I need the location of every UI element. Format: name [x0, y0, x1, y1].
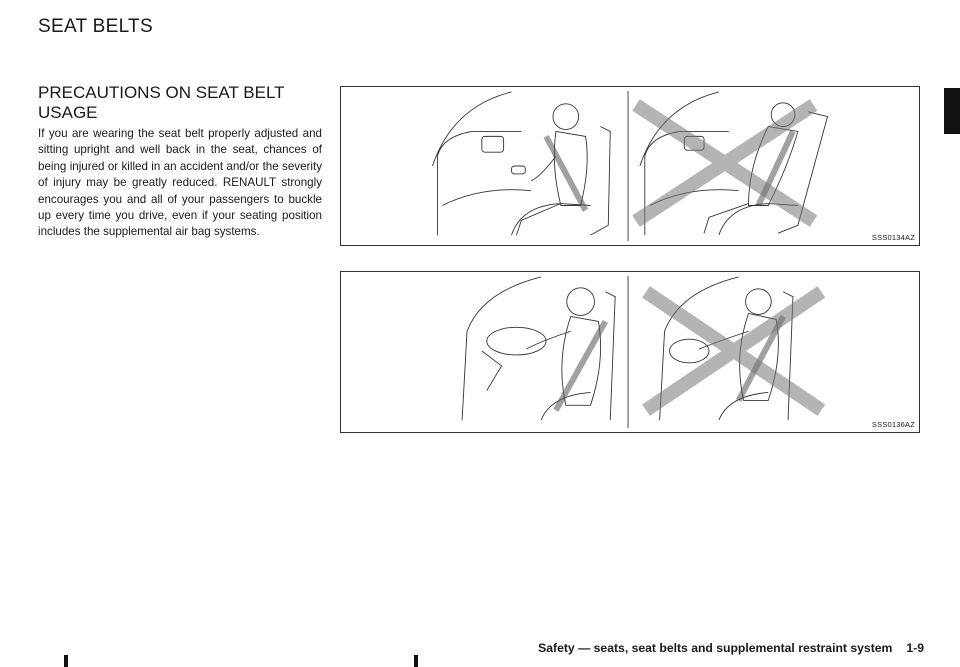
page-footer: [538, 641, 924, 655]
section-body-text: If you are wearing the seat belt properly adjusted and sitting upright and well back in the seat, chances of being injured or killed in an accident and/or the severity of injury may be greatly reduced. RENAULT strongly encourages you and all of your passengers to buckle up every time you drive, even if your seating position includes the supplemental air bag systems.: [38, 127, 322, 239]
crop-mark: [414, 655, 418, 667]
footer-page-number: 1-9: [906, 641, 924, 655]
section-title: PRECAUTIONS ON SEAT BELT USAGE: [38, 83, 285, 122]
seating-position-drawing: [341, 87, 919, 245]
chapter-tab-marker: [944, 88, 960, 134]
footer-chapter-title: Safety — seats, seat belts and supplemental restraint system: [538, 641, 893, 655]
seat-belt-illustration-1: [340, 86, 920, 246]
crop-mark: [64, 655, 68, 667]
seat-belt-illustration-2: [340, 271, 920, 433]
figure-code-2: SSS0136AZ: [871, 420, 915, 429]
page-header-title: SEAT BELTS: [38, 16, 153, 37]
driving-position-drawing: [341, 272, 919, 432]
figure-code-1: SSS0134AZ: [871, 233, 915, 242]
